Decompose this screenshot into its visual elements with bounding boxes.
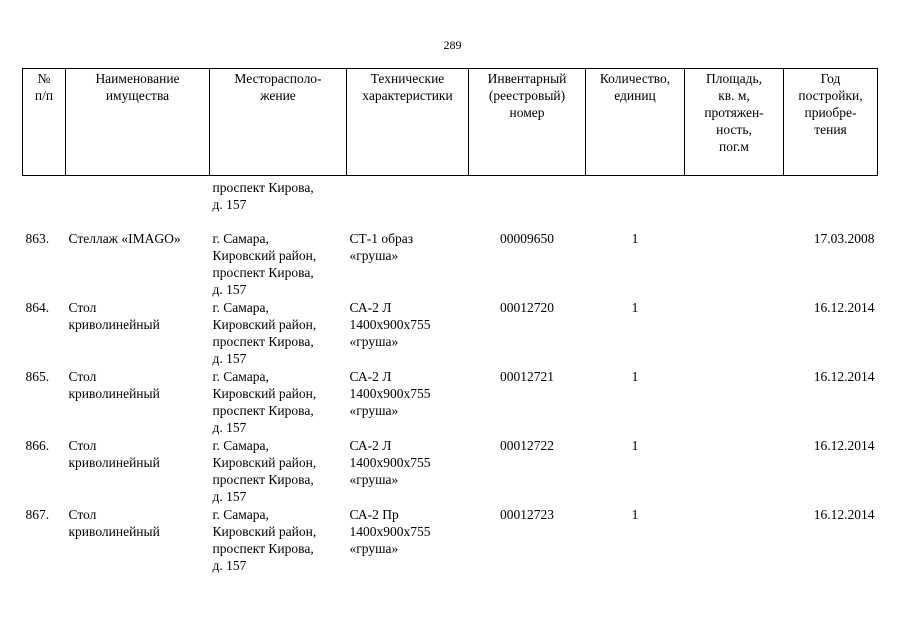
column-header-quantity (586, 69, 685, 176)
text-line: криволинейный (68, 524, 160, 539)
text-line: «груша» (349, 472, 399, 487)
text-line: постройки, (798, 88, 863, 103)
item-location (210, 230, 347, 299)
item-location (210, 506, 347, 575)
text-line: приобре- (804, 105, 857, 120)
text-line: проспект Кирова, (212, 334, 314, 349)
item-quantity: 1 (631, 369, 639, 384)
property-register-table (22, 68, 878, 575)
text-line: пог.м (719, 139, 749, 154)
item-year: 16.12.2014 (813, 369, 875, 384)
column-header-inventory-number (469, 69, 586, 176)
item-inventory-number: 00009650 (500, 231, 554, 246)
item-inventory-number: 00012720 (500, 300, 554, 315)
text-line: п/п (34, 88, 54, 103)
text-line: проспект Кирова, (212, 403, 314, 418)
text-line: проспект Кирова, (212, 180, 314, 195)
text-line: проспект Кирова, (212, 265, 314, 280)
text-line: д. 157 (212, 489, 247, 504)
text-line: 1400х900х755 (349, 386, 431, 401)
item-inventory-number: 00012722 (500, 438, 554, 453)
item-area (685, 230, 784, 299)
text-line: д. 157 (212, 197, 247, 212)
text-line: СА-2 Л (349, 369, 392, 384)
text-line: № (37, 71, 51, 86)
item-area (685, 437, 784, 506)
table-row (23, 437, 878, 506)
text-line: 1400х900х755 (349, 524, 431, 539)
text-line: Год (820, 71, 841, 86)
text-line: Инвентарный (487, 71, 567, 86)
text-line: Стол (68, 300, 97, 315)
text-line: единиц (614, 88, 656, 103)
text-line: проспект Кирова, (212, 472, 314, 487)
item-quantity: 1 (631, 231, 639, 246)
item-name (66, 368, 210, 437)
item-location (210, 368, 347, 437)
column-header-year (784, 69, 878, 176)
item-year: 16.12.2014 (813, 507, 875, 522)
item-year: 16.12.2014 (813, 438, 875, 453)
text-line: жение (260, 88, 296, 103)
column-header-name (66, 69, 210, 176)
item-area (685, 299, 784, 368)
item-name (66, 506, 210, 575)
text-line: д. 157 (212, 282, 247, 297)
text-line: СА-2 Л (349, 438, 392, 453)
row-number: 863. (25, 231, 50, 246)
row-number: 867. (25, 507, 50, 522)
item-name (66, 437, 210, 506)
item-tech-specs (347, 437, 469, 506)
row-number: 865. (25, 369, 50, 384)
item-inventory-number: 00012723 (500, 507, 554, 522)
row-number: 866. (25, 438, 50, 453)
text-line: СТ-1 образ (349, 231, 414, 246)
item-tech-specs (347, 506, 469, 575)
item-year: 16.12.2014 (813, 300, 875, 315)
column-header-number (23, 69, 66, 176)
table-row (23, 368, 878, 437)
continuation-location (210, 176, 347, 231)
text-line: Стол (68, 438, 97, 453)
text-line: кв. м, (718, 88, 750, 103)
item-location (210, 299, 347, 368)
text-line: Кировский район, (212, 317, 317, 332)
column-header-tech-specs (347, 69, 469, 176)
item-tech-specs (347, 299, 469, 368)
text-line: «груша» (349, 541, 399, 556)
text-line: имущества (105, 88, 170, 103)
text-line: «груша» (349, 334, 399, 349)
text-line: Кировский район, (212, 524, 317, 539)
text-line: Стеллаж «IMAGO» (68, 231, 181, 246)
text-line: д. 157 (212, 351, 247, 366)
item-quantity: 1 (631, 438, 639, 453)
item-quantity: 1 (631, 300, 639, 315)
text-line: характеристики (362, 88, 453, 103)
text-line: криволинейный (68, 386, 160, 401)
item-year: 17.03.2008 (813, 231, 875, 246)
item-area (685, 506, 784, 575)
item-quantity: 1 (631, 507, 639, 522)
item-area (685, 368, 784, 437)
text-line: протяжен- (704, 105, 764, 120)
text-line: 1400х900х755 (349, 317, 431, 332)
item-name (66, 299, 210, 368)
text-line: «груша» (349, 248, 399, 263)
text-line: криволинейный (68, 317, 160, 332)
text-line: 1400х900х755 (349, 455, 431, 470)
text-line: (реестровый) (488, 88, 566, 103)
table-header-row (23, 69, 878, 176)
column-header-location (210, 69, 347, 176)
text-line: Стол (68, 507, 97, 522)
text-line: г. Самара, (212, 507, 269, 522)
text-line: «груша» (349, 403, 399, 418)
column-header-area (685, 69, 784, 176)
text-line: ность, (716, 122, 752, 137)
page-number: 289 (443, 38, 462, 52)
item-name (66, 230, 210, 299)
text-line: Кировский район, (212, 386, 317, 401)
text-line: номер (509, 105, 545, 120)
text-line: СА-2 Л (349, 300, 392, 315)
text-line: г. Самара, (212, 369, 269, 384)
table-row (23, 506, 878, 575)
text-line: Кировский район, (212, 455, 317, 470)
text-line: г. Самара, (212, 231, 269, 246)
table-row (23, 230, 878, 299)
text-line: криволинейный (68, 455, 160, 470)
text-line: д. 157 (212, 420, 247, 435)
item-location (210, 437, 347, 506)
item-inventory-number: 00012721 (500, 369, 554, 384)
text-line: тения (814, 122, 847, 137)
text-line: Технические (370, 71, 445, 86)
text-line: г. Самара, (212, 438, 269, 453)
text-line: д. 157 (212, 558, 247, 573)
text-line: Количество, (599, 71, 671, 86)
text-line: Стол (68, 369, 97, 384)
continuation-row (23, 176, 878, 231)
text-line: проспект Кирова, (212, 541, 314, 556)
text-line: г. Самара, (212, 300, 269, 315)
text-line: Кировский район, (212, 248, 317, 263)
item-tech-specs (347, 230, 469, 299)
text-line: Месторасполо- (234, 71, 322, 86)
row-number: 864. (25, 300, 50, 315)
text-line: Площадь, (705, 71, 763, 86)
table-row (23, 299, 878, 368)
text-line: СА-2 Пр (349, 507, 399, 522)
item-tech-specs (347, 368, 469, 437)
text-line: Наименование (95, 71, 180, 86)
